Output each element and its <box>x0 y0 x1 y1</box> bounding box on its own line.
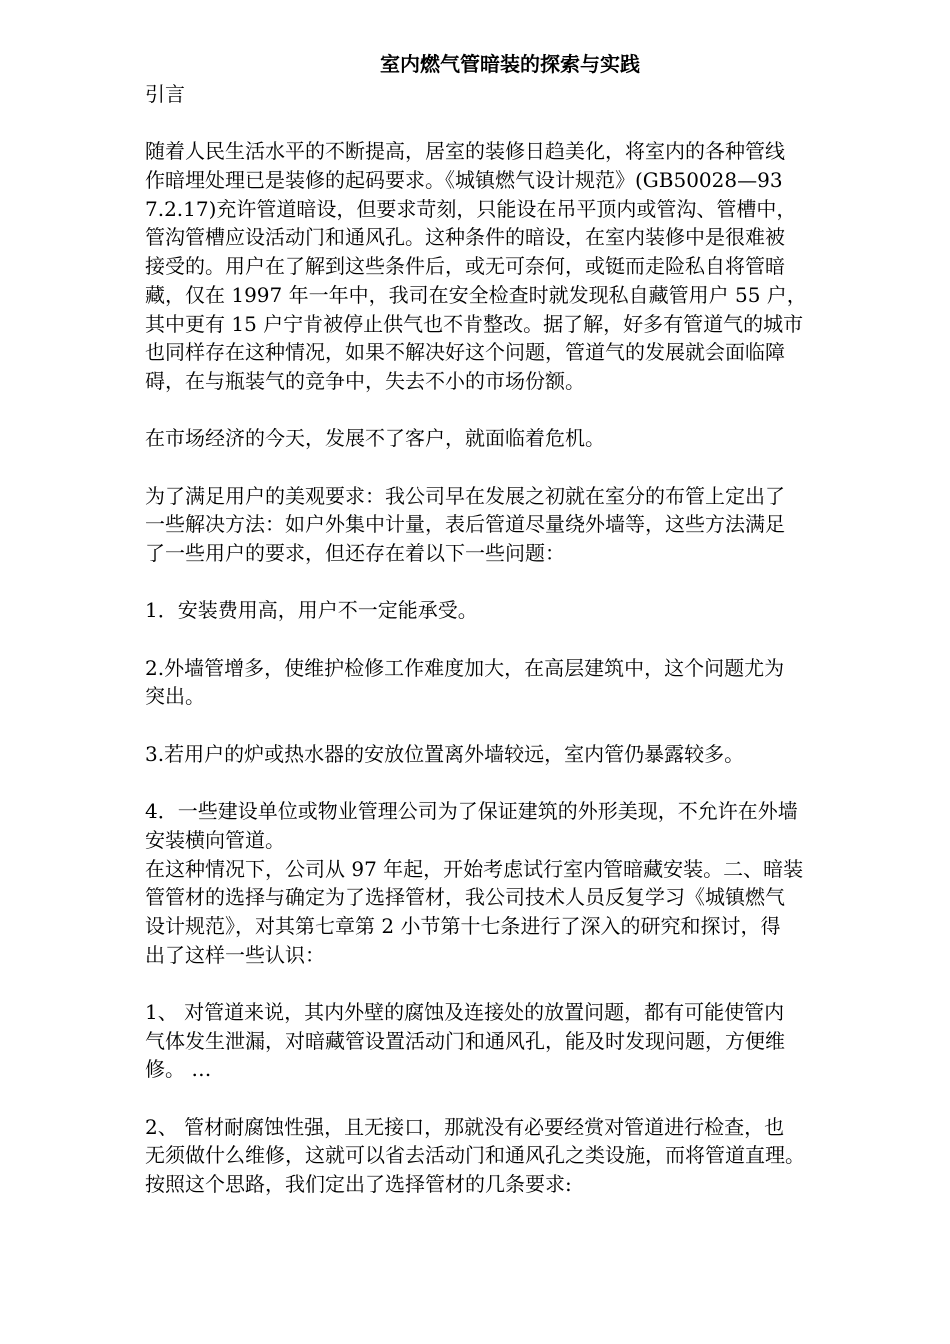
text-line: 一些解决方法：如户外集中计量，表后管道尽量绕外墙等，这些方法满足 <box>145 512 785 537</box>
paragraph-spacer <box>145 769 885 798</box>
text-line: 藏，仅在 1997 年一年中，我司在安全检查时就发现私自藏管用户 55 户， <box>145 282 807 307</box>
text-line: 接受的。用户在了解到这些条件后，或无可奈何，或铤而走险私自将管暗 <box>145 254 785 279</box>
text-line: 设计规范》，对其第七章第 2 小节第十七条进行了深入的研究和探讨，得 <box>145 913 781 938</box>
text-line: 引言 <box>145 82 185 106</box>
text-line: 其中更有 15 户宁肯被停止供气也不肯整改。据了解，好多有管道气的城市 <box>145 311 804 336</box>
text-line: 碍，在与瓶装气的竞争中，失去不小的市场份额。 <box>145 368 585 393</box>
text-line: 3.若用户的炉或热水器的安放位置离外墙较远，室内管仍暴露较多。 <box>145 741 745 766</box>
text-line: 也同样存在这种情况，如果不解决好这个问题，管道气的发展就会面临障 <box>145 340 785 365</box>
paragraph <box>145 80 885 109</box>
paragraph-spacer <box>145 969 885 998</box>
text-line: 1．安装费用高，用户不一定能承受。 <box>145 598 478 623</box>
paragraph <box>145 1113 885 1199</box>
text-line: 随着人民生活水平的不断提高，居室的装修日趋美化，将室内的各种管线 <box>145 139 785 164</box>
text-line: 7.2.17)充许管道暗设，但要求苛刻，只能设在吊平顶内或管沟、管槽中， <box>145 196 797 221</box>
text-line: 在这种情况下，公司从 97 年起，开始考虑试行室内管暗藏安装。二、暗装 <box>145 856 804 881</box>
paragraph <box>145 596 885 625</box>
text-line: 在市场经济的今天，发展不了客户，就面临着危机。 <box>145 426 605 451</box>
paragraph <box>145 797 885 969</box>
text-line: 无须做什么维修，这就可以省去活动门和通风孔之类设施，而将管道直理。 <box>145 1143 805 1168</box>
text-line: 了一些用户的要求，但还存在着以下一些问题： <box>145 541 565 565</box>
text-line: 按照这个思路，我们定出了选择管材的几条要求: <box>145 1172 572 1197</box>
document-title: 室内燃气管暗装的探索与实践 <box>380 52 640 76</box>
paragraph <box>145 740 885 769</box>
paragraph-spacer <box>145 453 885 482</box>
text-line: 突出。 <box>145 684 205 709</box>
text-line: 气体发生泄漏，对暗藏管设置活动门和通风孔，能及时发现问题，方便维 <box>145 1028 785 1053</box>
text-line: 为了满足用户的美观要求：我公司早在发展之初就在室分的布管上定出了 <box>145 483 785 508</box>
paragraph-spacer <box>145 109 885 138</box>
paragraph <box>145 137 885 395</box>
document-body <box>145 80 885 1199</box>
paragraph-spacer <box>145 625 885 654</box>
text-line: 4．一些建设单位或物业管理公司为了保证建筑的外形美现，不允许在外墙 <box>145 799 798 824</box>
paragraph <box>145 654 885 711</box>
paragraph-spacer <box>145 396 885 425</box>
text-line: 2、 管材耐腐蚀性强，且无接口，那就没有必要经赏对管道进行检查，也 <box>145 1114 785 1139</box>
paragraph-spacer <box>145 711 885 740</box>
paragraph <box>145 482 885 568</box>
text-line: 出了这样一些认识： <box>145 942 325 967</box>
text-line: 1、 对管道来说，其内外壁的腐蚀及连接处的放置问题，都有可能使管内 <box>145 1000 785 1024</box>
text-line: 2.外墙管增多，使维护检修工作难度加大，在高层建筑中，这个问题尤为 <box>145 655 785 680</box>
paragraph <box>145 424 885 453</box>
text-line: 管沟管槽应设活动门和通风孔。这种条件的暗设，在室内装修中是很难被 <box>145 225 785 250</box>
text-line: 修。 … <box>145 1057 212 1082</box>
text-line: 管管材的选择与确定为了选择管材，我公司技术人员反复学习《城镇燃气 <box>145 885 785 910</box>
paragraph-spacer <box>145 568 885 597</box>
text-line: 作暗埋处理已是装修的起码要求。《城镇燃气设计规范》(GB50028—93 <box>145 168 783 193</box>
paragraph <box>145 998 885 1084</box>
paragraph-spacer <box>145 1084 885 1113</box>
text-line: 安装横向管道。 <box>145 827 285 852</box>
